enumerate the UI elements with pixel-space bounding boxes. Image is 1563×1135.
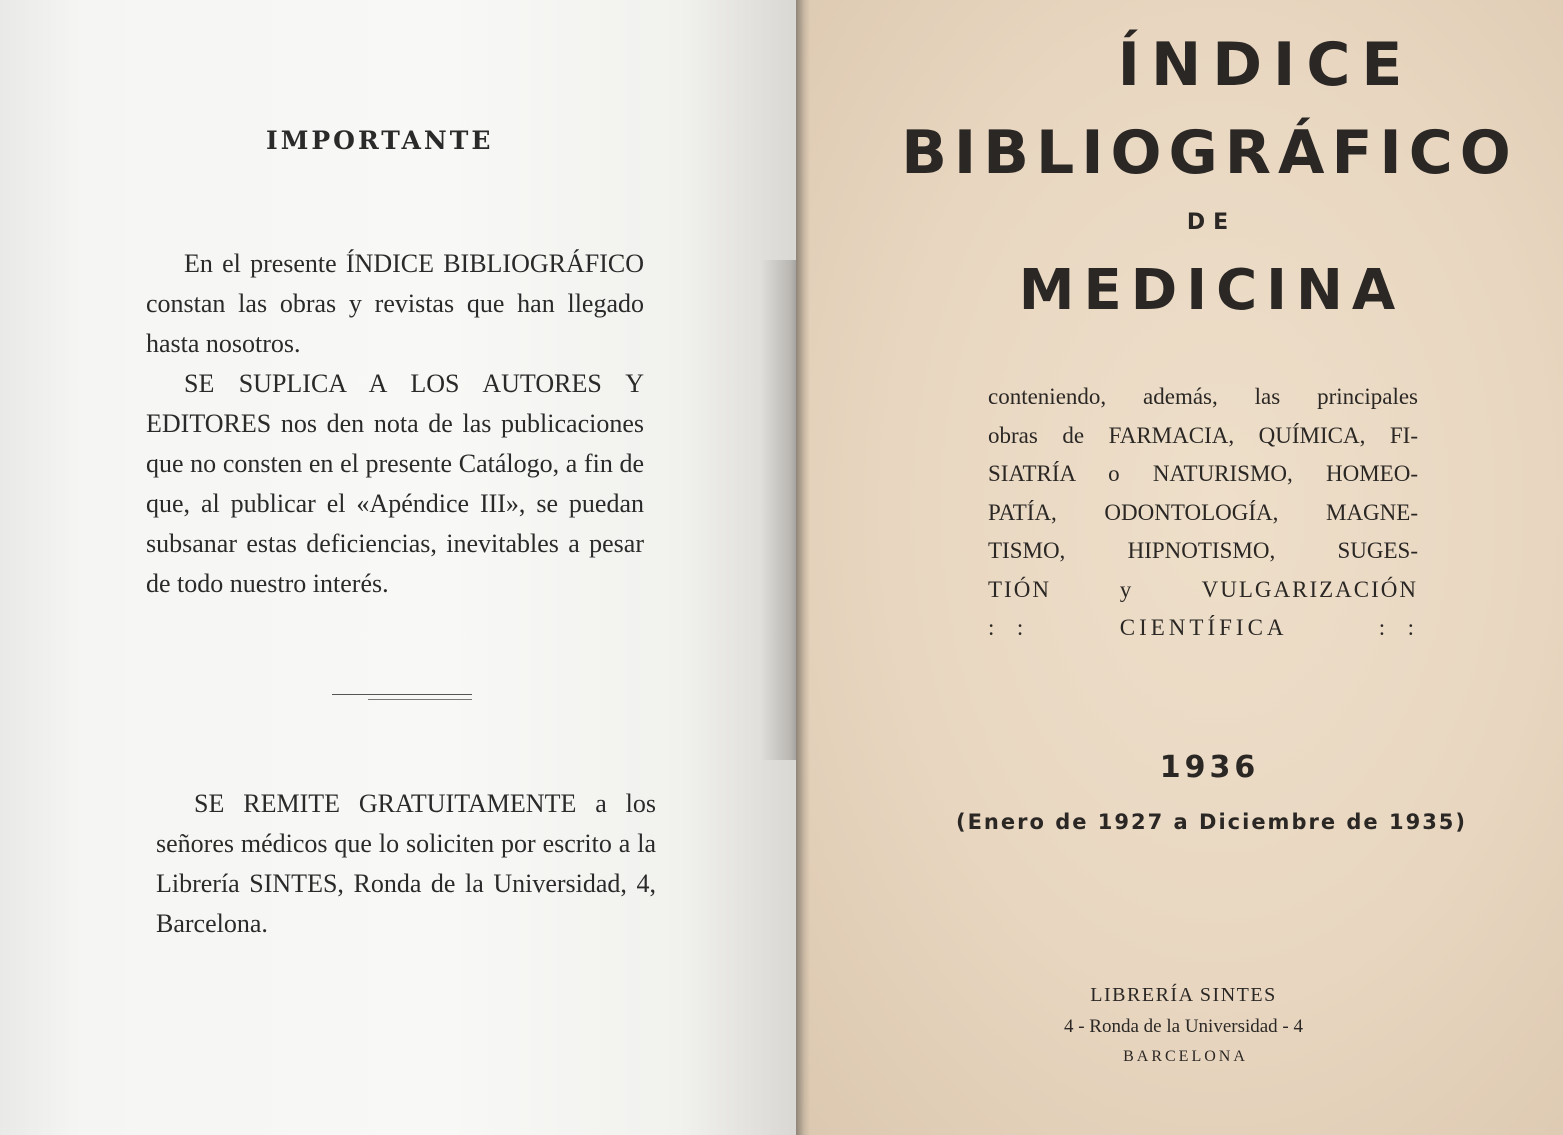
left-page-heading: IMPORTANTE [266,126,494,155]
section-divider [332,694,472,695]
title-line-1: ÍNDICE [1117,30,1414,100]
publisher-name: LIBRERÍA SINTES [1090,984,1277,1006]
title-line-2: BIBLIOGRÁFICO [901,118,1518,188]
notice-paragraph-1: En el presente ÍNDICE BIBLIOGRÁFICO constan las obras y revistas que han llegado hasta nosotros. [146,249,644,358]
date-range: (Enero de 1927 a Diciembre de 1935) [955,810,1468,834]
subtitle-line: TIÓN y VULGARIZACIÓN [988,576,1418,602]
subtitle-line: : : CIENTÍFICA : : [988,615,1418,640]
title-page [796,0,1563,1135]
book-gutter [796,0,810,1135]
notice-paragraph-2: SE SUPLICA A LOS AUTORES Y EDITORES nos den nota de las publicaciones que no consten en el presente Catálogo, a fin de que, al publicar el «Apéndice III», se puedan subsanar estas deficiencias, inevitables a pesar de todo nuestro interés. [146,369,644,598]
subtitle-line: conteniendo, además, las principales [988,384,1418,409]
edition-year: 1936 [1159,750,1260,785]
publisher-city: BARCELONA [1123,1048,1248,1065]
subtitle-line: obras de FARMACIA, QUÍMICA, FI- [988,422,1418,448]
subtitle-line: PATÍA, ODONTOLOGÍA, MAGNE- [988,499,1418,525]
distribution-note [156,784,656,944]
distribution-paragraph: SE REMITE GRATUITAMENTE a los señores médicos que lo soliciten por escrito a la Librería SINTES, Ronda de la Universidad, 4, Barcelona. [156,789,656,938]
title-line-3: MEDICINA [1018,258,1405,323]
subtitle-block [988,378,1418,648]
title-connector: DE [1186,210,1237,235]
publisher-address: 4 - Ronda de la Universidad - 4 [1063,1016,1304,1037]
subtitle-line: TISMO, HIPNOTISMO, SUGES- [988,538,1418,563]
notice-text [146,244,644,604]
subtitle-line: SIATRÍA o NATURISMO, HOMEO- [988,461,1418,486]
